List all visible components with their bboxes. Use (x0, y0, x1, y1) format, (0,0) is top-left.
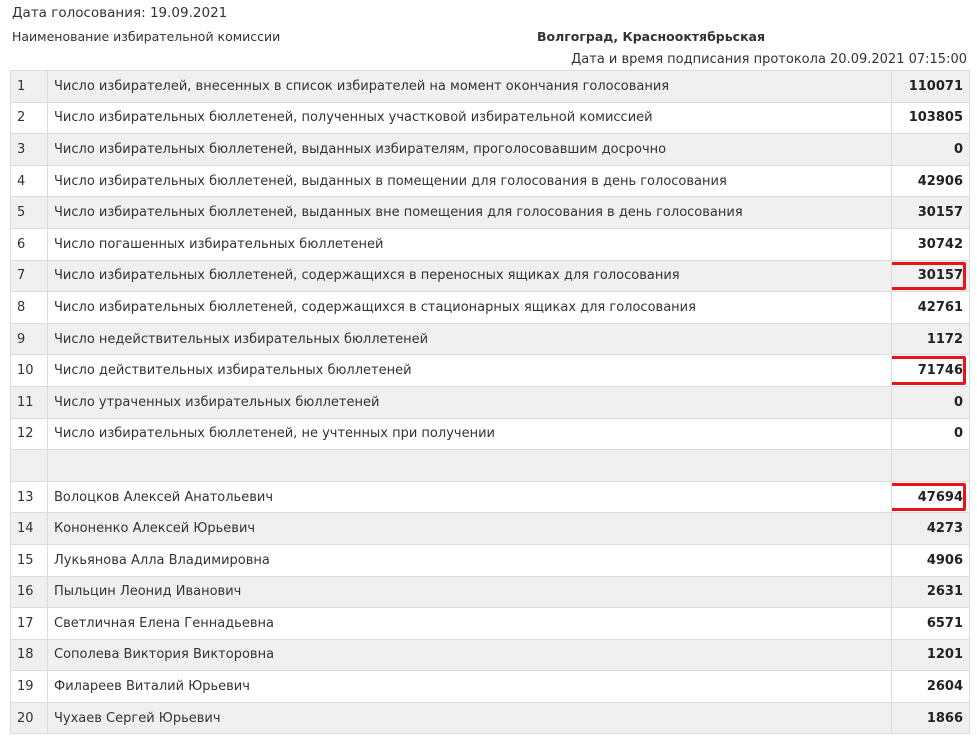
voting-date: Дата голосования: 19.09.2021 (12, 5, 228, 21)
row-number (11, 450, 48, 482)
row-value: 30742 (917, 236, 963, 252)
row-label: Число избирательных бюллетеней, выданных вне помещения для голосования в день голосования (48, 197, 892, 229)
table-row (11, 386, 970, 418)
row-value-cell (892, 260, 970, 292)
row-label: Число недействительных избирательных бюллетеней (48, 323, 892, 355)
commission-label: Наименование избирательной комиссии (12, 29, 281, 44)
table-row (11, 228, 970, 260)
row-value: 0 (953, 426, 963, 442)
row-number: 7 (11, 260, 48, 292)
commission-name: Волгоград, Краснооктябрьская (537, 29, 766, 44)
table-row (11, 71, 970, 103)
table-row (11, 671, 970, 703)
row-value-cell (892, 165, 970, 197)
row-value-cell (892, 71, 970, 103)
row-label: Чухаев Сергей Юрьевич (48, 702, 892, 734)
row-number: 13 (11, 481, 48, 513)
table-row (11, 418, 970, 450)
row-number: 5 (11, 197, 48, 229)
table-row (11, 323, 970, 355)
row-value: 0 (953, 394, 963, 410)
row-value-cell (892, 481, 970, 513)
table-row (11, 355, 970, 387)
row-label: Кононенко Алексей Юрьевич (48, 513, 892, 545)
row-value: 110071 (908, 78, 963, 94)
row-value: 1172 (926, 331, 963, 347)
row-value-cell (892, 544, 970, 576)
row-label: Число избирательных бюллетеней, не учтенных при получении (48, 418, 892, 450)
row-label: Филареев Виталий Юрьевич (48, 671, 892, 703)
table-row (11, 481, 970, 513)
row-label: Число избирательных бюллетеней, выданных избирателям, проголосовавшим досрочно (48, 134, 892, 166)
row-value-cell (892, 292, 970, 324)
table-row (11, 165, 970, 197)
row-value: 0 (953, 141, 963, 157)
row-label: Сополева Виктория Викторовна (48, 639, 892, 671)
row-value-cell (892, 450, 970, 482)
row-value-cell (892, 355, 970, 387)
row-value: 42761 (917, 299, 963, 315)
row-value: 4906 (926, 552, 963, 568)
row-label: Число избирательных бюллетеней, полученных участковой избирательной комиссией (48, 102, 892, 134)
row-number: 19 (11, 671, 48, 703)
row-number: 8 (11, 292, 48, 324)
row-number: 12 (11, 418, 48, 450)
row-value-cell (892, 671, 970, 703)
row-value-cell (892, 386, 970, 418)
row-label: Число погашенных избирательных бюллетеней (48, 228, 892, 260)
row-number: 2 (11, 102, 48, 134)
table-row (11, 260, 970, 292)
table-row (11, 544, 970, 576)
row-value: 1201 (926, 647, 963, 663)
protocol-signed-datetime: Дата и время подписания протокола 20.09.2021 07:15:00 (571, 52, 967, 67)
row-number: 20 (11, 702, 48, 734)
row-number: 11 (11, 386, 48, 418)
table-row (11, 639, 970, 671)
row-label: Число избирательных бюллетеней, выданных в помещении для голосования в день голосования (48, 165, 892, 197)
row-number: 9 (11, 323, 48, 355)
row-label: Число избирательных бюллетеней, содержащихся в переносных ящиках для голосования (48, 260, 892, 292)
table-row (11, 576, 970, 608)
row-number: 4 (11, 165, 48, 197)
row-number: 10 (11, 355, 48, 387)
row-value-cell (892, 102, 970, 134)
row-label: Число избирательных бюллетеней, содержащихся в стационарных ящиках для голосования (48, 292, 892, 324)
row-value-cell (892, 608, 970, 640)
row-number: 6 (11, 228, 48, 260)
row-number: 3 (11, 134, 48, 166)
row-label: Число действительных избирательных бюллетеней (48, 355, 892, 387)
row-number: 1 (11, 71, 48, 103)
row-number: 18 (11, 639, 48, 671)
results-table (10, 70, 970, 734)
row-value-cell (892, 134, 970, 166)
row-value-cell (892, 323, 970, 355)
row-label: Светличная Елена Геннадьевна (48, 608, 892, 640)
row-value: 1866 (926, 710, 963, 726)
row-value-cell (892, 418, 970, 450)
table-row (11, 197, 970, 229)
separator-row (11, 450, 970, 482)
row-value-cell (892, 639, 970, 671)
row-number: 14 (11, 513, 48, 545)
row-label: Лукьянова Алла Владимировна (48, 544, 892, 576)
table-row (11, 513, 970, 545)
row-value: 47694 (917, 489, 963, 505)
table-row (11, 608, 970, 640)
table-row (11, 292, 970, 324)
row-number: 15 (11, 544, 48, 576)
row-value: 71746 (917, 363, 963, 379)
row-label: Пыльцин Леонид Иванович (48, 576, 892, 608)
row-value: 6571 (926, 615, 963, 631)
row-value: 4273 (926, 521, 963, 537)
table-row (11, 702, 970, 734)
row-number: 17 (11, 608, 48, 640)
row-label (48, 450, 892, 482)
table-row (11, 134, 970, 166)
row-value-cell (892, 576, 970, 608)
row-value-cell (892, 228, 970, 260)
row-value: 42906 (917, 173, 963, 189)
results-table-body (11, 71, 970, 734)
table-row (11, 102, 970, 134)
row-value: 30157 (917, 268, 963, 284)
row-value: 103805 (908, 110, 963, 126)
row-value: 2631 (926, 584, 963, 600)
row-label: Число утраченных избирательных бюллетеней (48, 386, 892, 418)
row-label: Число избирателей, внесенных в список избирателей на момент окончания голосования (48, 71, 892, 103)
row-value: 30157 (917, 205, 963, 221)
row-label: Волоцков Алексей Анатольевич (48, 481, 892, 513)
row-value-cell (892, 197, 970, 229)
row-value-cell (892, 702, 970, 734)
row-value-cell (892, 513, 970, 545)
row-number: 16 (11, 576, 48, 608)
row-value: 2604 (926, 679, 963, 695)
